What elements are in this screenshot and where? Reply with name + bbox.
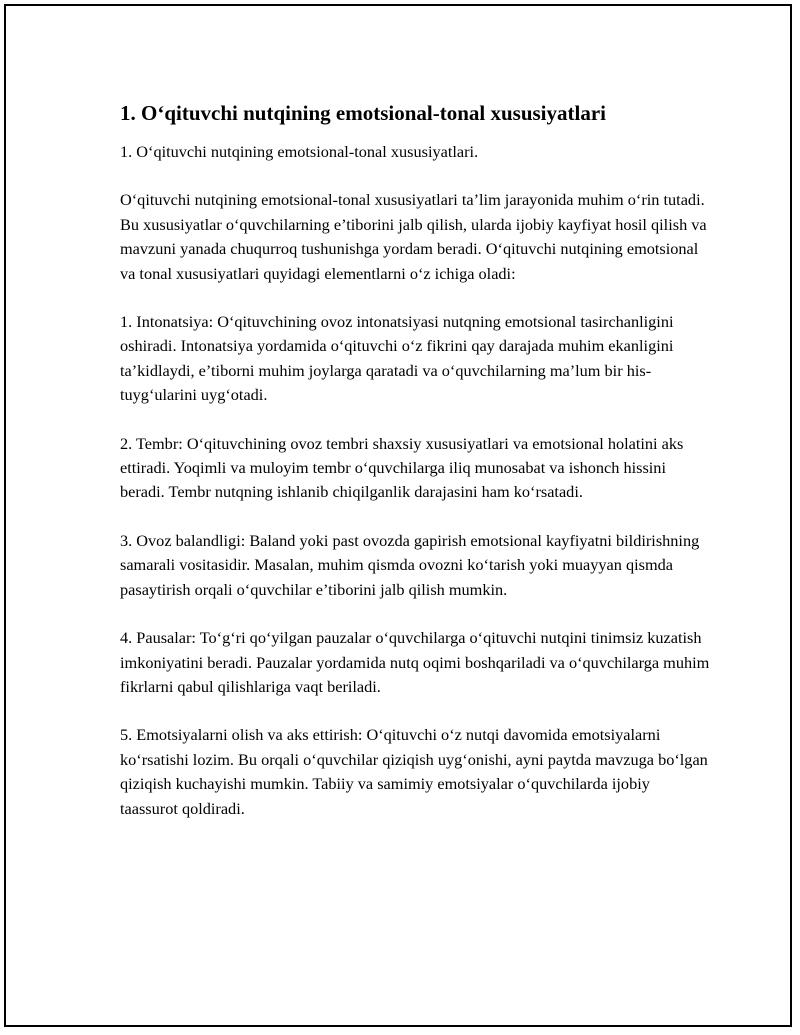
paragraph-pauses: 4. Pausalar: To‘g‘ri qo‘yilgan pauzalar o‘quvchilarga o‘qituvchi nutqini tinimsiz kuzatish imkoniyatini beradi. Pauzalar yordamida nutq oqimi boshqariladi va o‘quvchilarga muhim fikrlarni qabul qilishlariga vaqt beriladi. [120,628,710,696]
document-body [120,100,710,845]
paragraph-intonation: 1. Intonatsiya: O‘qituvchining ovoz intonatsiyasi nutqning emotsional tasirchanligini oshiradi. Intonatsiya yordamida o‘qituvchi o‘z fikrini qay darajada muhim ekanligini ta’kidlaydi, e’tiborni muhim joylarga qaratadi va o‘quvchilarning ma’lum bir his-tuyg‘ularini uyg‘otadi. [120,312,674,405]
paragraph-emotions: 5. Emotsiyalarni olish va aks ettirish: O‘qituvchi o‘z nutqi davomida emotsiyalarni ko‘rsatishi lozim. Bu orqali o‘quvchilar qiziqish uyg‘onishi, ayni paytda mavzuga bo‘lgan qiziqish kuchayishi mumkin. Tabiiy va samimiy emotsiyalar o‘quvchilarda ijobiy taassurot qoldiradi. [120,725,708,818]
paragraph-introduction: O‘qituvchi nutqining emotsional-tonal xususiyatlari ta’lim jarayonida muhim o‘rin tutadi. Bu xususiyatlar o‘quvchilarning e’tiborini jalb qilish, ularda ijobiy kayfiyat hosil qilish va mavzuni yanada chuqurroq tushunishga yordam beradi. O‘qituvchi nutqining emotsional va tonal xususiyatlari quyidagi elementlarni o‘z ichiga oladi: [120,190,707,283]
paragraph-voice-volume: 3. Ovoz balandligi: Baland yoki past ovozda gapirish emotsional kayfiyatni bildirishning samarali vositasidir. Masalan, muhim qismda ovozni ko‘tarish yoki muayyan qismda pasaytirish orqali o‘quvchilar e’tiborini jalb qilish mumkin. [120,530,700,599]
document-title: 1. O‘qituvchi nutqining emotsional-tonal xususiyatlari [120,101,607,125]
paragraph-timbre: 2. Tembr: O‘qituvchining ovoz tembri shaxsiy xususiyatlari va emotsional holatini aks ettiradi. Yoqimli va muloyim tembr o‘quvchilarga iliq munosabat va ishonch hissini beradi. Tembr nutqning ishlanib chiqilganlik darajasini ham ko‘rsatadi. [120,433,684,502]
paragraph-heading-repeat: 1. O‘qituvchi nutqining emotsional-tonal xususiyatlari. [120,142,479,161]
page-frame [4,4,792,1027]
